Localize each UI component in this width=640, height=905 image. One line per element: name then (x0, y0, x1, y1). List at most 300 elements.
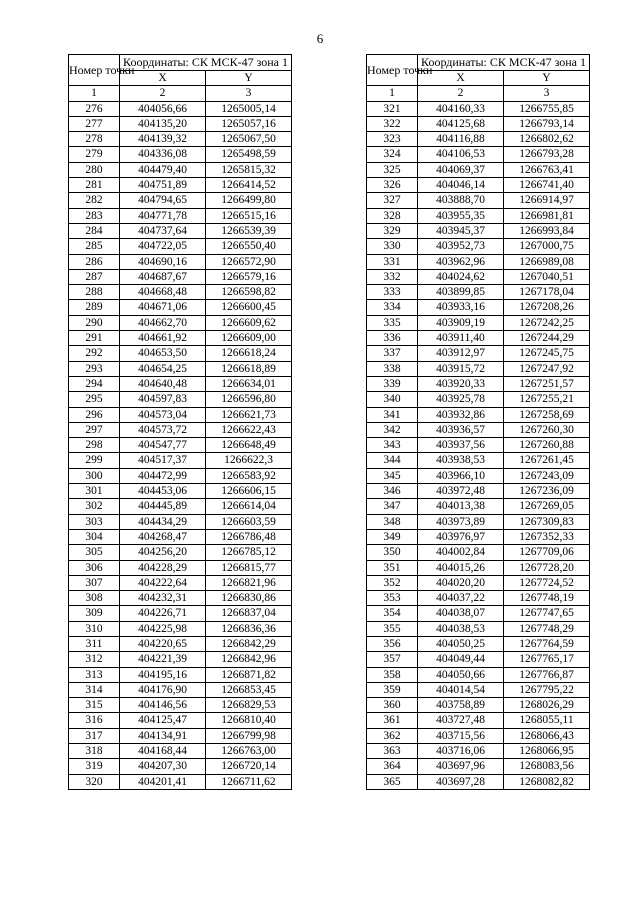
y-coordinate-cell: 1266583,92 (206, 468, 292, 483)
x-coordinate-cell: 404207,30 (120, 759, 206, 774)
x-coordinate-cell: 403976,97 (418, 529, 504, 544)
table-row (69, 621, 292, 636)
y-coordinate-cell: 1266981,81 (504, 208, 590, 223)
y-coordinate-cell: 1266810,40 (206, 713, 292, 728)
point-number-cell: 306 (69, 560, 120, 575)
x-coordinate-cell: 403938,53 (418, 453, 504, 468)
x-coordinate-cell: 404640,48 (120, 376, 206, 391)
table-row (367, 499, 590, 514)
table-row (367, 223, 590, 238)
y-coordinate-cell: 1266829,53 (206, 698, 292, 713)
table-row (69, 484, 292, 499)
x-coordinate-cell: 404517,37 (120, 453, 206, 468)
y-coordinate-cell: 1267261,45 (504, 453, 590, 468)
x-coordinate-cell: 403937,56 (418, 438, 504, 453)
table-row (69, 116, 292, 131)
y-coordinate-cell: 1266802,62 (504, 132, 590, 147)
x-coordinate-cell: 404201,41 (120, 774, 206, 789)
x-coordinate-cell: 403972,48 (418, 484, 504, 499)
table-row (367, 208, 590, 223)
y-coordinate-cell: 1266499,80 (206, 193, 292, 208)
y-coordinate-cell: 1266989,08 (504, 254, 590, 269)
x-coordinate-cell: 404434,29 (120, 514, 206, 529)
x-coordinate-cell: 403912,97 (418, 346, 504, 361)
x-header: X (120, 71, 206, 86)
point-number-cell: 278 (69, 132, 120, 147)
table-row (69, 239, 292, 254)
x-coordinate-cell: 404168,44 (120, 744, 206, 759)
x-coordinate-cell: 404221,39 (120, 652, 206, 667)
y-coordinate-cell: 1267208,26 (504, 300, 590, 315)
point-number-cell: 362 (367, 728, 418, 743)
point-number-cell: 336 (367, 331, 418, 346)
point-number-header: Номер точки (69, 55, 120, 86)
y-coordinate-cell: 1268026,29 (504, 698, 590, 713)
point-number-cell: 347 (367, 499, 418, 514)
point-number-cell: 320 (69, 774, 120, 789)
x-coordinate-cell: 404038,07 (418, 606, 504, 621)
table-row (69, 178, 292, 193)
point-number-cell: 337 (367, 346, 418, 361)
point-number-cell: 325 (367, 162, 418, 177)
y-coordinate-cell: 1267236,09 (504, 484, 590, 499)
x-coordinate-cell: 404662,70 (120, 315, 206, 330)
y-coordinate-cell: 1267000,75 (504, 239, 590, 254)
point-number-cell: 293 (69, 361, 120, 376)
x-coordinate-cell: 403973,89 (418, 514, 504, 529)
y-coordinate-cell: 1266836,36 (206, 621, 292, 636)
point-number-cell: 364 (367, 759, 418, 774)
y-coordinate-cell: 1267247,92 (504, 361, 590, 376)
table-row (69, 346, 292, 361)
x-coordinate-cell: 404134,91 (120, 728, 206, 743)
x-coordinate-cell: 404597,83 (120, 392, 206, 407)
table-row (367, 422, 590, 437)
table-row (69, 682, 292, 697)
coordinates-header: Координаты: СК МСК-47 зона 1 (418, 55, 590, 71)
x-coordinate-cell: 404687,67 (120, 269, 206, 284)
y-coordinate-cell: 1266579,16 (206, 269, 292, 284)
x-coordinate-cell: 403933,16 (418, 300, 504, 315)
table-row (367, 545, 590, 560)
table-row (367, 621, 590, 636)
x-coordinate-cell: 404116,88 (418, 132, 504, 147)
column-number: 1 (367, 86, 418, 101)
table-row (69, 652, 292, 667)
y-coordinate-cell: 1267243,09 (504, 468, 590, 483)
point-number-header: Номер точки (367, 55, 418, 86)
table-row (367, 331, 590, 346)
y-coordinate-cell: 1268055,11 (504, 713, 590, 728)
table-row (367, 101, 590, 116)
y-coordinate-cell: 1267764,59 (504, 636, 590, 651)
point-number-cell: 312 (69, 652, 120, 667)
table-row (69, 759, 292, 774)
point-number-cell: 315 (69, 698, 120, 713)
y-coordinate-cell: 1267242,25 (504, 315, 590, 330)
point-number-cell: 356 (367, 636, 418, 651)
x-coordinate-cell: 403716,06 (418, 744, 504, 759)
table-row (367, 774, 590, 789)
point-number-cell: 287 (69, 269, 120, 284)
y-coordinate-cell: 1266550,40 (206, 239, 292, 254)
point-number-cell: 282 (69, 193, 120, 208)
table-row (69, 331, 292, 346)
y-coordinate-cell: 1265815,32 (206, 162, 292, 177)
x-coordinate-cell: 404668,48 (120, 285, 206, 300)
y-coordinate-cell: 1266609,00 (206, 331, 292, 346)
y-coordinate-cell: 1267352,33 (504, 529, 590, 544)
point-number-cell: 308 (69, 591, 120, 606)
x-coordinate-cell: 404002,84 (418, 545, 504, 560)
y-coordinate-cell: 1266785,12 (206, 545, 292, 560)
point-number-cell: 329 (367, 223, 418, 238)
x-coordinate-cell: 404690,16 (120, 254, 206, 269)
y-coordinate-cell: 1266914,97 (504, 193, 590, 208)
table-row (367, 346, 590, 361)
x-coordinate-cell: 404573,72 (120, 422, 206, 437)
point-number-cell: 354 (367, 606, 418, 621)
table-row (367, 116, 590, 131)
table-row (69, 636, 292, 651)
y-coordinate-cell: 1267748,19 (504, 591, 590, 606)
point-number-cell: 303 (69, 514, 120, 529)
x-coordinate-cell: 404125,68 (418, 116, 504, 131)
table-row (69, 468, 292, 483)
x-coordinate-cell: 404336,08 (120, 147, 206, 162)
y-coordinate-cell: 1266596,80 (206, 392, 292, 407)
table-row (69, 438, 292, 453)
x-coordinate-cell: 404220,65 (120, 636, 206, 651)
table-row (367, 468, 590, 483)
point-number-cell: 331 (367, 254, 418, 269)
point-number-cell: 353 (367, 591, 418, 606)
y-coordinate-cell: 1266793,28 (504, 147, 590, 162)
table-row (367, 193, 590, 208)
point-number-cell: 309 (69, 606, 120, 621)
x-coordinate-cell: 403911,40 (418, 331, 504, 346)
column-number: 2 (418, 86, 504, 101)
table-row (69, 422, 292, 437)
table-row (69, 269, 292, 284)
x-coordinate-cell: 404038,53 (418, 621, 504, 636)
point-number-cell: 341 (367, 407, 418, 422)
x-coordinate-cell: 404722,05 (120, 239, 206, 254)
y-coordinate-cell: 1268066,43 (504, 728, 590, 743)
y-coordinate-cell: 1265005,14 (206, 101, 292, 116)
point-number-cell: 318 (69, 744, 120, 759)
y-coordinate-cell: 1267766,87 (504, 667, 590, 682)
table-row (367, 682, 590, 697)
table-row (69, 591, 292, 606)
x-coordinate-cell: 403715,56 (418, 728, 504, 743)
x-coordinate-cell: 404195,16 (120, 667, 206, 682)
table-row (69, 315, 292, 330)
x-coordinate-cell: 403697,96 (418, 759, 504, 774)
y-coordinate-cell: 1268083,56 (504, 759, 590, 774)
table-row (367, 591, 590, 606)
table-row (69, 300, 292, 315)
table-row (367, 239, 590, 254)
y-coordinate-cell: 1267765,17 (504, 652, 590, 667)
y-coordinate-cell: 1265057,16 (206, 116, 292, 131)
x-coordinate-cell: 404226,71 (120, 606, 206, 621)
table-row (367, 652, 590, 667)
y-coordinate-cell: 1268082,82 (504, 774, 590, 789)
table-row (69, 254, 292, 269)
table-row (367, 529, 590, 544)
table-row (367, 178, 590, 193)
x-coordinate-cell: 403899,85 (418, 285, 504, 300)
point-number-cell: 323 (367, 132, 418, 147)
table-row (69, 728, 292, 743)
y-coordinate-cell: 1266711,62 (206, 774, 292, 789)
table-row (367, 254, 590, 269)
x-coordinate-cell: 404046,14 (418, 178, 504, 193)
table-row (367, 162, 590, 177)
table-row (367, 438, 590, 453)
point-number-cell: 283 (69, 208, 120, 223)
x-coordinate-cell: 404013,38 (418, 499, 504, 514)
x-coordinate-cell: 404056,66 (120, 101, 206, 116)
x-coordinate-cell: 404661,92 (120, 331, 206, 346)
y-coordinate-cell: 1266539,39 (206, 223, 292, 238)
x-coordinate-cell: 403955,35 (418, 208, 504, 223)
y-coordinate-cell: 1266763,41 (504, 162, 590, 177)
x-coordinate-cell: 404256,20 (120, 545, 206, 560)
table-row (69, 132, 292, 147)
point-number-cell: 307 (69, 575, 120, 590)
point-number-cell: 346 (367, 484, 418, 499)
table-row (69, 667, 292, 682)
table-row (69, 698, 292, 713)
point-number-cell: 355 (367, 621, 418, 636)
column-number: 3 (206, 86, 292, 101)
y-coordinate-cell: 1267244,29 (504, 331, 590, 346)
x-coordinate-cell: 404794,65 (120, 193, 206, 208)
point-number-cell: 322 (367, 116, 418, 131)
table-row (69, 774, 292, 789)
table-row (367, 132, 590, 147)
x-coordinate-cell: 404069,37 (418, 162, 504, 177)
x-coordinate-cell: 403952,73 (418, 239, 504, 254)
table-row (69, 147, 292, 162)
x-coordinate-cell: 404050,66 (418, 667, 504, 682)
x-coordinate-cell: 404737,64 (120, 223, 206, 238)
y-coordinate-cell: 1267040,51 (504, 269, 590, 284)
x-coordinate-cell: 404228,29 (120, 560, 206, 575)
point-number-cell: 280 (69, 162, 120, 177)
y-coordinate-cell: 1266609,62 (206, 315, 292, 330)
point-number-cell: 343 (367, 438, 418, 453)
point-number-cell: 284 (69, 223, 120, 238)
point-number-cell: 327 (367, 193, 418, 208)
x-coordinate-cell: 404453,06 (120, 484, 206, 499)
point-number-cell: 360 (367, 698, 418, 713)
table-row (367, 728, 590, 743)
table-row (69, 560, 292, 575)
y-coordinate-cell: 1266648,49 (206, 438, 292, 453)
table-row (69, 545, 292, 560)
point-number-cell: 319 (69, 759, 120, 774)
y-coordinate-cell: 1267795,22 (504, 682, 590, 697)
x-coordinate-cell: 404472,99 (120, 468, 206, 483)
y-coordinate-cell: 1266821,96 (206, 575, 292, 590)
table-row (367, 744, 590, 759)
point-number-cell: 281 (69, 178, 120, 193)
point-number-cell: 363 (367, 744, 418, 759)
point-number-cell: 350 (367, 545, 418, 560)
x-coordinate-cell: 404049,44 (418, 652, 504, 667)
point-number-cell: 333 (367, 285, 418, 300)
point-number-cell: 300 (69, 468, 120, 483)
y-coordinate-cell: 1267251,57 (504, 376, 590, 391)
x-coordinate-cell: 404037,22 (418, 591, 504, 606)
table-row (69, 499, 292, 514)
table-row (69, 713, 292, 728)
x-coordinate-cell: 404125,47 (120, 713, 206, 728)
point-number-cell: 326 (367, 178, 418, 193)
point-number-cell: 295 (69, 392, 120, 407)
x-coordinate-cell: 403925,78 (418, 392, 504, 407)
point-number-cell: 291 (69, 331, 120, 346)
x-coordinate-cell: 403936,57 (418, 422, 504, 437)
point-number-cell: 279 (69, 147, 120, 162)
table-body (69, 101, 292, 789)
y-coordinate-cell: 1266600,45 (206, 300, 292, 315)
y-coordinate-cell: 1267255,21 (504, 392, 590, 407)
y-coordinate-cell: 1266830,86 (206, 591, 292, 606)
point-number-cell: 321 (367, 101, 418, 116)
y-coordinate-cell: 1266622,3 (206, 453, 292, 468)
x-coordinate-cell: 403920,33 (418, 376, 504, 391)
y-coordinate-cell: 1266621,73 (206, 407, 292, 422)
point-number-cell: 310 (69, 621, 120, 636)
table-row (69, 575, 292, 590)
y-coordinate-cell: 1266755,85 (504, 101, 590, 116)
column-number: 3 (504, 86, 590, 101)
table-row (367, 315, 590, 330)
y-coordinate-cell: 1266614,04 (206, 499, 292, 514)
x-coordinate-cell: 404653,50 (120, 346, 206, 361)
table-row (367, 147, 590, 162)
table-row (69, 529, 292, 544)
y-coordinate-cell: 1265498,59 (206, 147, 292, 162)
table-row (69, 514, 292, 529)
y-coordinate-cell: 1266993,84 (504, 223, 590, 238)
point-number-cell: 365 (367, 774, 418, 789)
y-coordinate-cell: 1266618,89 (206, 361, 292, 376)
point-number-cell: 330 (367, 239, 418, 254)
point-number-cell: 345 (367, 468, 418, 483)
point-number-cell: 317 (69, 728, 120, 743)
point-number-cell: 324 (367, 147, 418, 162)
point-number-cell: 351 (367, 560, 418, 575)
point-number-cell: 294 (69, 376, 120, 391)
point-number-cell: 292 (69, 346, 120, 361)
y-coordinate-cell: 1266853,45 (206, 682, 292, 697)
x-coordinate-cell: 403932,86 (418, 407, 504, 422)
point-number-cell: 305 (69, 545, 120, 560)
y-coordinate-cell: 1266763,00 (206, 744, 292, 759)
table-row (69, 606, 292, 621)
point-number-cell: 311 (69, 636, 120, 651)
point-number-cell: 286 (69, 254, 120, 269)
page-number: 6 (316, 31, 324, 46)
y-coordinate-cell: 1267747,65 (504, 606, 590, 621)
point-number-cell: 339 (367, 376, 418, 391)
table-row (69, 453, 292, 468)
y-coordinate-cell: 1267724,52 (504, 575, 590, 590)
x-coordinate-cell: 404135,20 (120, 116, 206, 131)
x-coordinate-cell: 404014,54 (418, 682, 504, 697)
point-number-cell: 334 (367, 300, 418, 315)
point-number-cell: 352 (367, 575, 418, 590)
table-row (69, 208, 292, 223)
y-coordinate-cell: 1267260,30 (504, 422, 590, 437)
point-number-cell: 358 (367, 667, 418, 682)
x-coordinate-cell: 404050,25 (418, 636, 504, 651)
x-coordinate-cell: 403909,19 (418, 315, 504, 330)
y-coordinate-cell: 1266598,82 (206, 285, 292, 300)
point-number-cell: 313 (69, 667, 120, 682)
x-coordinate-cell: 404160,33 (418, 101, 504, 116)
y-coordinate-cell: 1267748,29 (504, 621, 590, 636)
point-number-cell: 344 (367, 453, 418, 468)
coordinates-header: Координаты: СК МСК-47 зона 1 (120, 55, 292, 71)
table-row (367, 514, 590, 529)
point-number-cell: 296 (69, 407, 120, 422)
table-row (69, 101, 292, 116)
table-row (69, 285, 292, 300)
x-coordinate-cell: 403697,28 (418, 774, 504, 789)
x-coordinate-cell: 404573,04 (120, 407, 206, 422)
y-coordinate-cell: 1267309,83 (504, 514, 590, 529)
y-coordinate-cell: 1267258,69 (504, 407, 590, 422)
y-coordinate-cell: 1267269,05 (504, 499, 590, 514)
y-coordinate-cell: 1267260,88 (504, 438, 590, 453)
y-coordinate-cell: 1265067,50 (206, 132, 292, 147)
table-row (367, 636, 590, 651)
x-coordinate-cell: 403945,37 (418, 223, 504, 238)
x-coordinate-cell: 404751,89 (120, 178, 206, 193)
table-row (367, 361, 590, 376)
table-row (69, 392, 292, 407)
y-coordinate-cell: 1266603,59 (206, 514, 292, 529)
table-row (69, 193, 292, 208)
point-number-cell: 289 (69, 300, 120, 315)
y-coordinate-cell: 1267728,20 (504, 560, 590, 575)
x-coordinate-cell: 403962,96 (418, 254, 504, 269)
x-coordinate-cell: 404146,56 (120, 698, 206, 713)
point-number-cell: 290 (69, 315, 120, 330)
x-coordinate-cell: 404139,32 (120, 132, 206, 147)
point-number-cell: 338 (367, 361, 418, 376)
x-header: X (418, 71, 504, 86)
x-coordinate-cell: 404445,89 (120, 499, 206, 514)
table-row (367, 606, 590, 621)
y-coordinate-cell: 1266815,77 (206, 560, 292, 575)
point-number-cell: 276 (69, 101, 120, 116)
point-number-cell: 342 (367, 422, 418, 437)
point-number-cell: 361 (367, 713, 418, 728)
point-number-cell: 349 (367, 529, 418, 544)
table-row (69, 376, 292, 391)
table-row (367, 300, 590, 315)
table-row (69, 744, 292, 759)
table-row (367, 759, 590, 774)
table-row (69, 162, 292, 177)
